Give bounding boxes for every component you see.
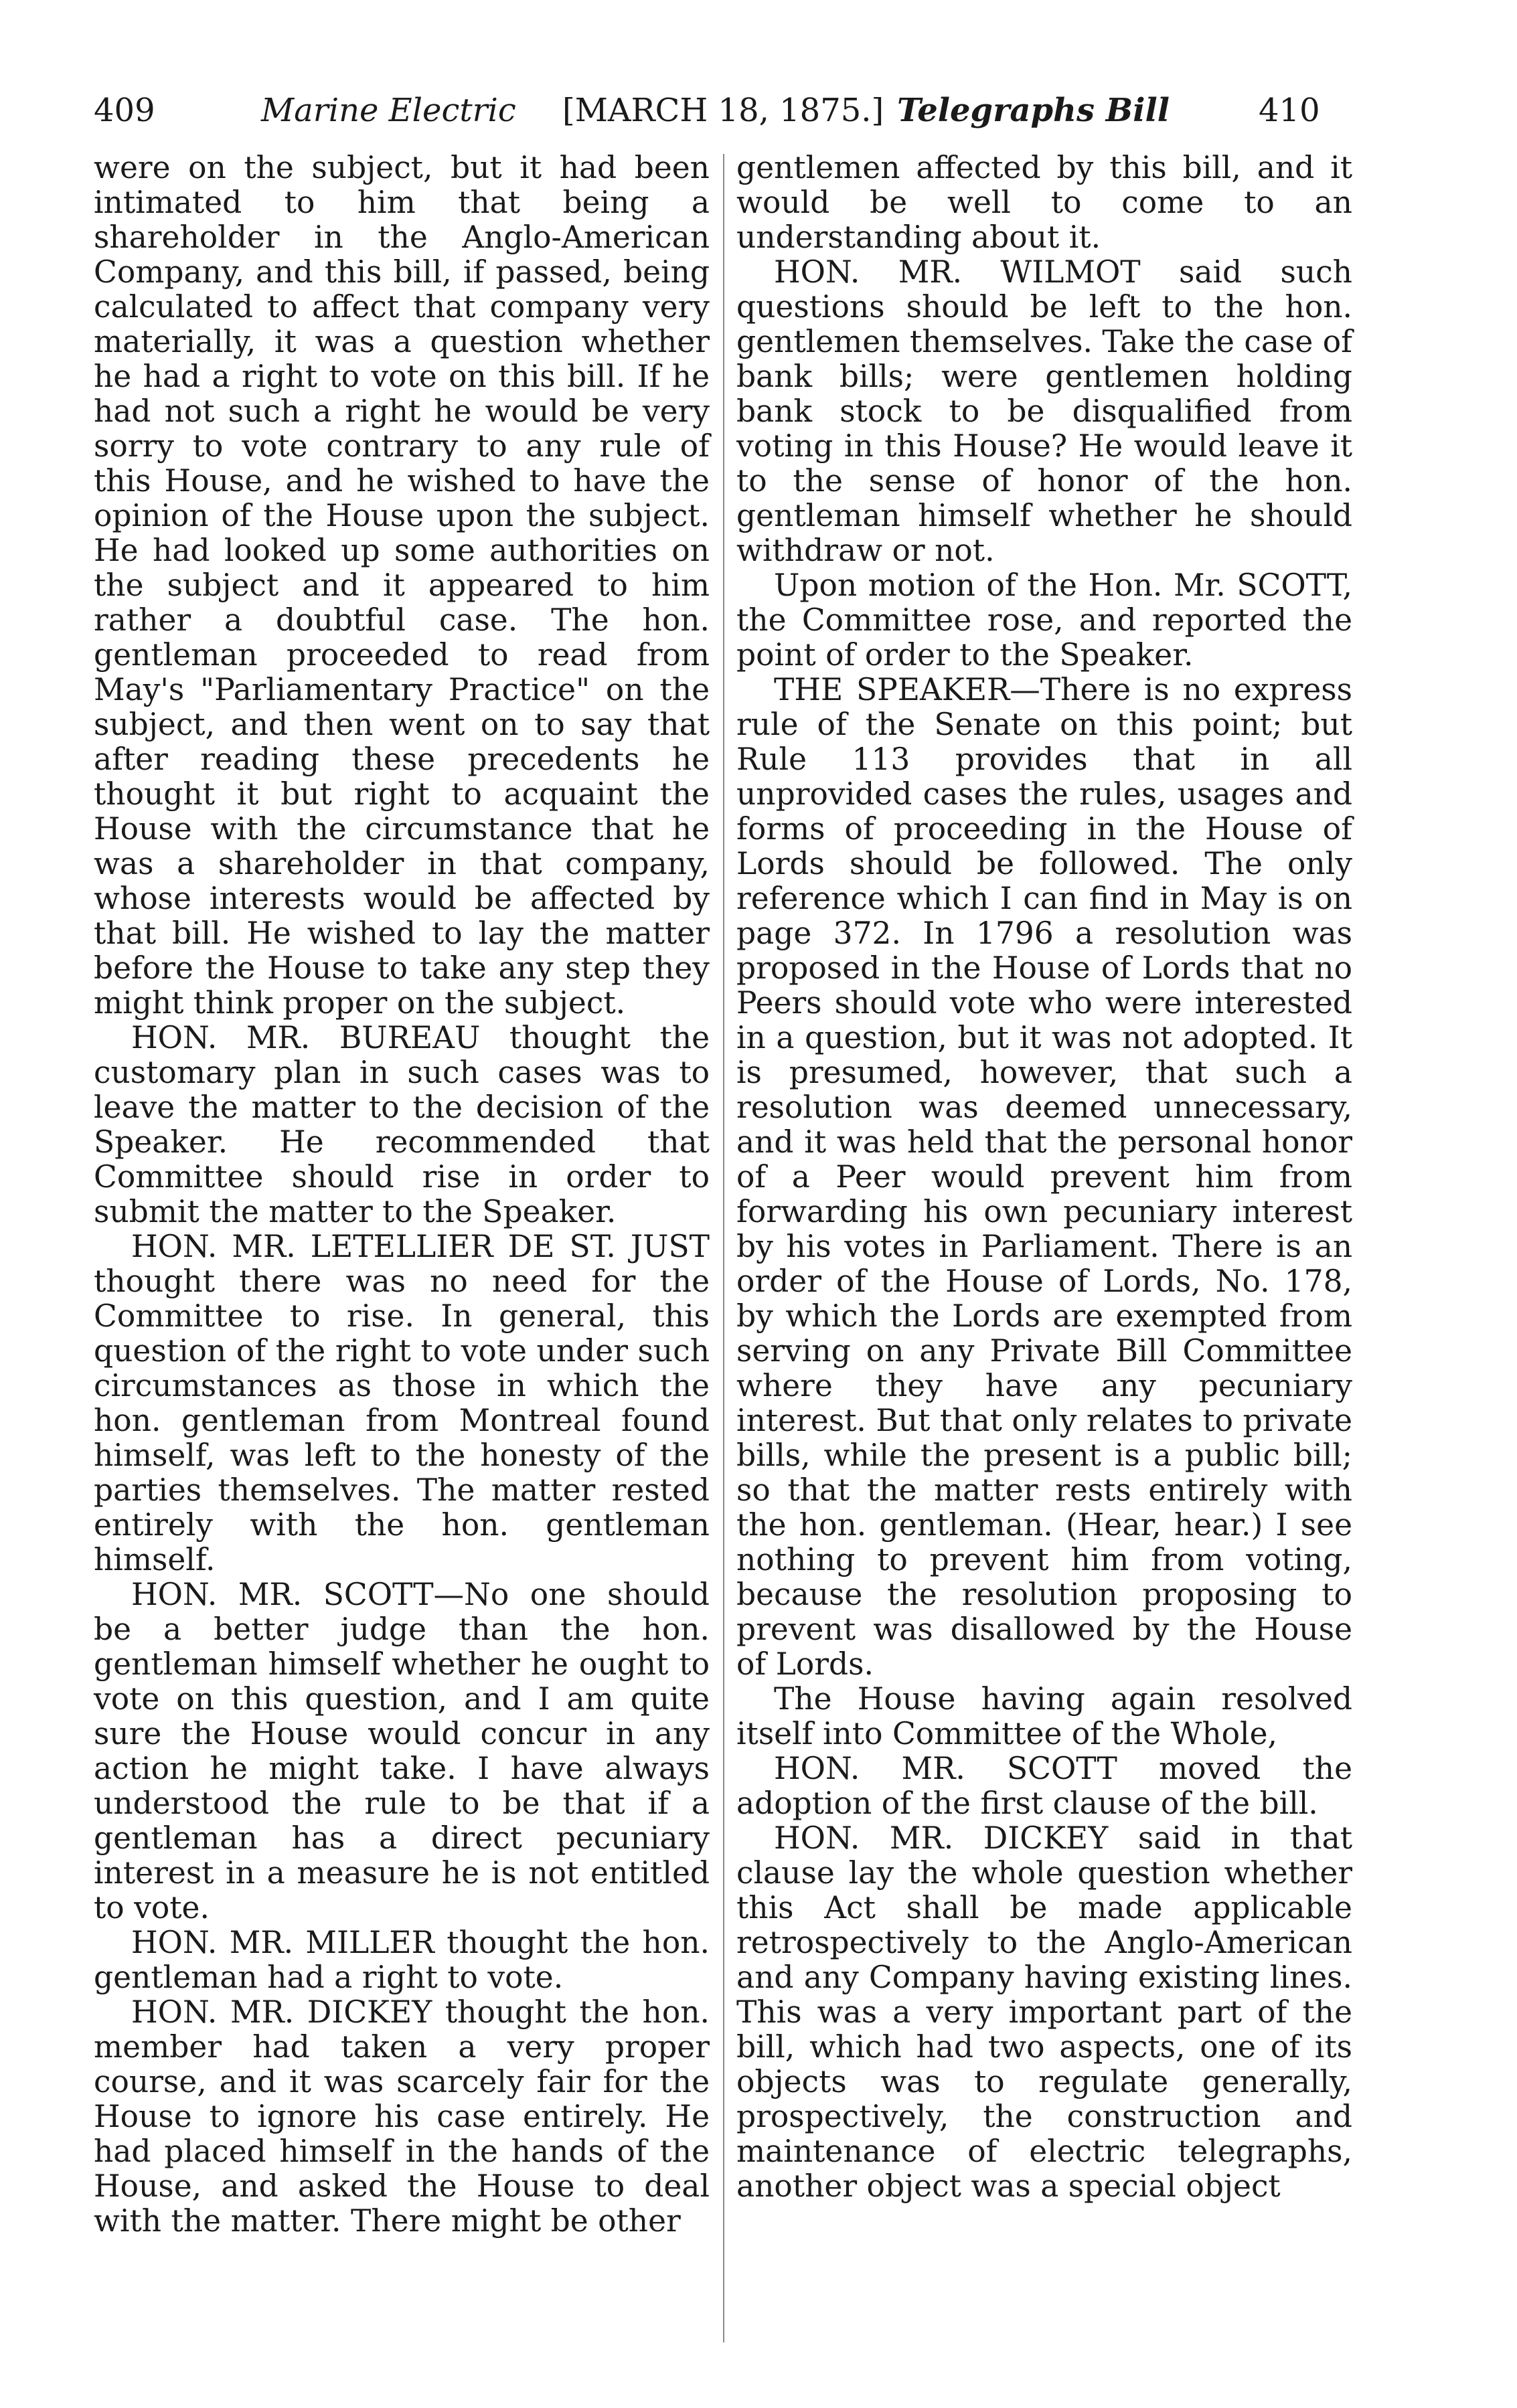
left-page-number: 409 [94,92,155,129]
left-running-title: Marine Electric [261,92,516,129]
paragraph: HON. MR. DICKEY said in that clause lay the whole question whether this Act shall be made applicable retrospectively to the Anglo-American and any Company having existing lines. This was a very important part of the bill, which had two aspects, one of its objects was to regulate generally, prospectively, the construction and maintenance of electric telegraphs, another object was a special object [736,1820,1352,2204]
column-divider [723,154,724,2342]
paragraph: HON. MR. MILLER thought the hon. gentleman had a right to vote. [94,1925,710,1995]
left-column [94,151,710,2239]
right-running-title: Telegraphs Bill [897,92,1170,129]
right-column [736,151,1352,2204]
header-date: [MARCH 18, 1875.] [562,92,884,129]
paragraph: HON. MR. SCOTT—No one should be a better judge than the hon. gentleman himself whether he ought to vote on this question, and I am quite sure the House would concur in any action he might take. I have always understood the rule to be that if a gentleman has a direct pecuniary interest in a measure he is not entitled to vote. [94,1577,710,1925]
paragraph: HON. MR. BUREAU thought the customary plan in such cases was to leave the matter to the decision of the Speaker. He recommended that Committee should rise in order to submit the matter to the Speaker. [94,1020,710,1229]
paragraph: THE SPEAKER—There is no express rule of the Senate on this point; but Rule 113 provides that in all unprovided cases the rules, usages and forms of proceeding in the House of Lords should be followed. The only reference which I can find in May is on page 372. In 1796 a resolution was proposed in the House of Lords that no Peers should vote who were interested in a question, but it was not adopted. It is presumed, however, that such a resolution was deemed unnecessary, and it was held that the personal honor of a Peer would prevent him from forwarding his own pecuniary interest by his votes in Parliament. There is an order of the House of Lords, No. 178, by which the Lords are exempted from serving on any Private Bill Committee where they have any pecuniary interest. But that only relates to private bills, while the present is a public bill; so that the matter rests entirely with the hon. gentleman. (Hear, hear.) I see nothing to prevent him from voting, because the resolution proposing to prevent was disallowed by the House of Lords. [736,672,1352,1682]
paragraph: HON. MR. DICKEY thought the hon. member had taken a very proper course, and it was scarcely fair for the House to ignore his case entirely. He had placed himself in the hands of the House, and asked the House to deal with the matter. There might be other [94,1994,710,2239]
paragraph: HON. MR. LETELLIER DE ST. JUST thought there was no need for the Committee to rise. In general, this question of the right to vote under such circumstances as those in which the hon. gentleman from Montreal found himself, was left to the honesty of the parties themselves. The matter rested entirely with the hon. gentleman himself. [94,1229,710,1577]
running-header [94,80,1366,141]
right-page-number: 410 [1259,92,1320,129]
paragraph: HON. MR. WILMOT said such questions should be left to the hon. gentlemen themselves. Take the case of bank bills; were gentlemen holding bank stock to be disqualified from voting in this House? He would leave it to the sense of honor of the hon. gentleman himself whether he should withdraw or not. [736,254,1352,568]
paragraph: Upon motion of the Hon. Mr. SCOTT, the Committee rose, and reported the point of order to the Speaker. [736,568,1352,673]
paragraph: were on the subject, but it had been intimated to him that being a shareholder in the Anglo-American Company, and this bill, if passed, being calculated to affect that company very materially, it was a question whether he had a right to vote on this bill. If he had not such a right he would be very sorry to vote contrary to any rule of this House, and he wished to have the opinion of the House upon the subject. He had looked up some authorities on the subject and it appeared to him rather a doubtful case. The hon. gentleman proceeded to read from May's "Parliamentary Practice" on the subject, and then went on to say that after reading these precedents he thought it but right to acquaint the House with the circumstance that he was a shareholder in that company, whose interests would be affected by that bill. He wished to lay the matter before the House to take any step they might think proper on the subject. [94,150,710,1021]
paragraph: The House having again resolved itself into Committee of the Whole, [736,1681,1352,1751]
paragraph: gentlemen affected by this bill, and it would be well to come to an understanding about it. [736,150,1352,255]
paragraph: HON. MR. SCOTT moved the adoption of the first clause of the bill. [736,1751,1352,1821]
